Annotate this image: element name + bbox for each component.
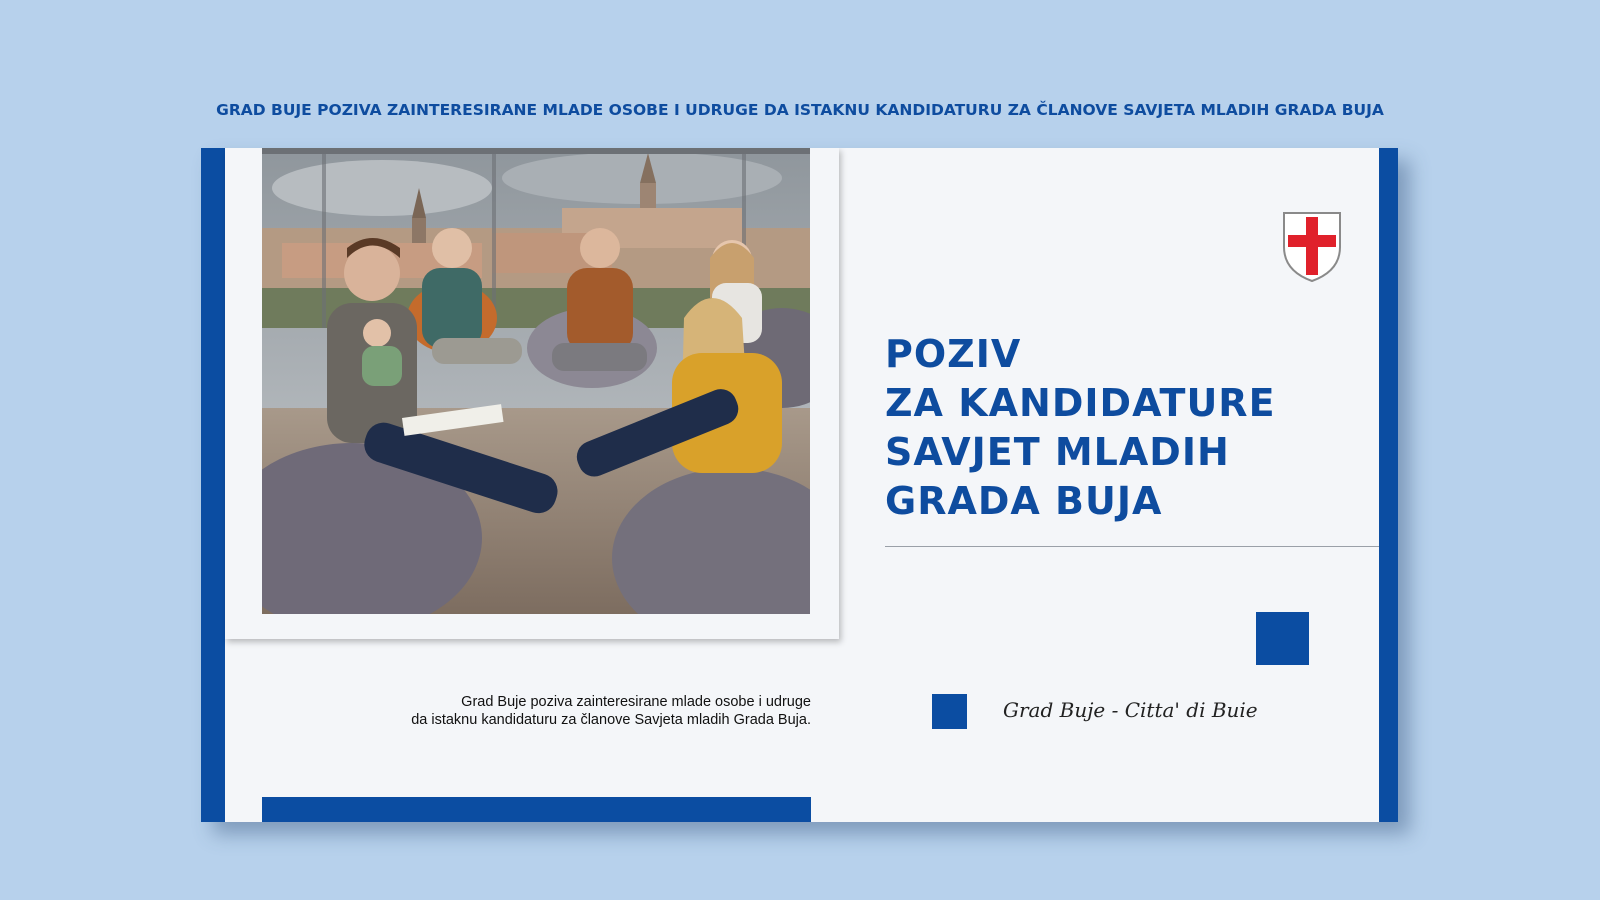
description-line-1: Grad Buje poziva zainteresirane mlade osobe i udruge	[461, 694, 811, 710]
youth-meeting-photo	[262, 148, 810, 614]
photo-frame	[225, 148, 839, 639]
decorative-square-small	[932, 694, 967, 729]
title-line-2: ZA KANDIDATURE	[885, 381, 1276, 425]
invitation-card	[201, 148, 1398, 822]
description-line-2: da istaknu kandidaturu za članove Savjeta mladih Grada Buja.	[411, 712, 811, 728]
bottom-accent-bar	[262, 797, 811, 822]
title-divider	[885, 546, 1379, 547]
title-line-3: SAVJET MLADIH	[885, 430, 1230, 474]
invitation-description	[321, 693, 811, 729]
right-accent-bar	[1379, 148, 1398, 822]
city-signature: Grad Buje - Citta' di Buie	[1003, 698, 1258, 722]
coat-of-arms-icon	[1282, 211, 1342, 283]
left-accent-bar	[201, 148, 225, 822]
title-line-1: POZIV	[885, 332, 1022, 376]
announcement-banner: GRAD BUJE POZIVA ZAINTERESIRANE MLADE OSOBE I UDRUGE DA ISTAKNU KANDIDATURU ZA ČLANOVE SAVJETA MLADIH GRADA BUJA	[216, 101, 1384, 119]
decorative-square-large	[1256, 612, 1309, 665]
page-title	[885, 330, 1276, 526]
title-line-4: GRADA BUJA	[885, 479, 1163, 523]
